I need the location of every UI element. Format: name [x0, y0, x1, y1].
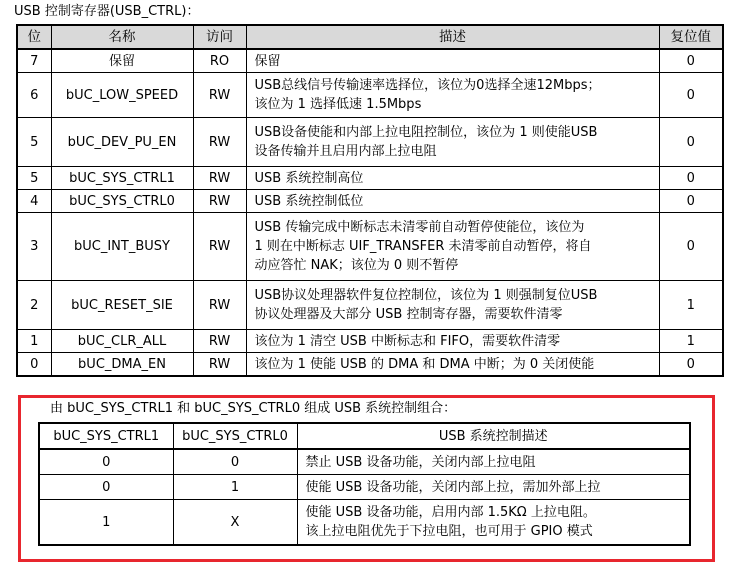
access-cell: RW: [193, 118, 246, 167]
name-cell: bUC_DEV_PU_EN: [51, 118, 193, 167]
bit-cell: 5: [17, 167, 51, 190]
description-line: USB 传输完成中断标志未清零前自动暂停使能位，该位为: [254, 220, 585, 235]
table-row: [17, 281, 723, 330]
description-line: 该上拉电阻优先于下拉电阻，也可用于 GPIO 模式: [305, 524, 593, 539]
bit-cell: 4: [17, 190, 51, 213]
bit-cell: 0: [17, 353, 51, 377]
ctrl0-cell: 0: [173, 449, 297, 475]
header-control-description: USB 系统控制描述: [297, 423, 690, 449]
table-row: [17, 330, 723, 353]
ctrl0-cell: 1: [173, 475, 297, 500]
bit-cell: 7: [17, 49, 51, 73]
bit-cell: 5: [17, 118, 51, 167]
description-line: USB 系统控制高位: [254, 170, 364, 186]
table-row: [17, 353, 723, 377]
description-line: 保留: [254, 53, 281, 69]
name-cell: bUC_LOW_SPEED: [51, 73, 193, 118]
table-row: [17, 118, 723, 167]
bit-cell: 1: [17, 330, 51, 353]
name-cell: bUC_SYS_CTRL0: [51, 190, 193, 213]
reset-cell: 0: [659, 353, 723, 377]
description-line: 动应答忙 NAK；该位为 0 则不暂停: [254, 258, 459, 273]
description-cell: [246, 330, 659, 353]
access-cell: RW: [193, 353, 246, 377]
ctrl1-cell: 0: [39, 475, 173, 500]
description-line: USB协议处理器软件复位控制位，该位为 1 则强制复位USB: [254, 288, 598, 303]
table-row: [17, 73, 723, 118]
header-name: 名称: [51, 25, 193, 49]
description-line: 使能 USB 设备功能，关闭内部上拉，需加外部上拉: [305, 479, 601, 495]
name-cell: 保留: [51, 49, 193, 73]
header-description: 描述: [246, 25, 659, 49]
table-row: [39, 449, 690, 475]
description-cell: [246, 190, 659, 213]
description-line: 该位为 1 选择低速 1.5Mbps: [254, 97, 422, 112]
access-cell: RW: [193, 167, 246, 190]
name-cell: bUC_RESET_SIE: [51, 281, 193, 330]
bit-cell: 6: [17, 73, 51, 118]
description-line: 1 则在中断标志 UIF_TRANSFER 未清零前自动暂停，将自: [254, 239, 592, 254]
description-line: 该位为 1 使能 USB 的 DMA 和 DMA 中断；为 0 关闭使能: [254, 356, 595, 372]
header-reset-value: 复位值: [659, 25, 723, 49]
access-cell: RO: [193, 49, 246, 73]
reset-cell: 0: [659, 73, 723, 118]
access-cell: RW: [193, 73, 246, 118]
access-cell: RW: [193, 190, 246, 213]
description-cell: [297, 475, 690, 500]
bit-cell: 3: [17, 213, 51, 281]
description-cell: [246, 213, 659, 281]
register-table: [16, 24, 724, 377]
reset-cell: 0: [659, 118, 723, 167]
bit-cell: 2: [17, 281, 51, 330]
description-cell: [297, 500, 690, 546]
description-line: USB 系统控制低位: [254, 193, 364, 209]
description-cell: [297, 449, 690, 475]
description-cell: [246, 49, 659, 73]
reset-cell: 1: [659, 330, 723, 353]
register-table-header: [17, 25, 723, 49]
table-row: [17, 213, 723, 281]
reset-cell: 0: [659, 190, 723, 213]
ctrl0-cell: X: [173, 500, 297, 546]
description-line: 协议处理器及大部分 USB 控制寄存器，需要软件清零: [254, 307, 563, 322]
reset-cell: 0: [659, 213, 723, 281]
description-line: 设备传输并且启用内部上拉电阻: [254, 144, 437, 159]
register-caption: USB 控制寄存器(USB_CTRL)：: [14, 4, 200, 19]
description-line: 使能 USB 设备功能，启用内部 1.5KΩ 上拉电阻。: [305, 505, 596, 520]
header-sys-ctrl0: bUC_SYS_CTRL0: [173, 423, 297, 449]
access-cell: RW: [193, 281, 246, 330]
description-line: 该位为 1 清空 USB 中断标志和 FIFO，需要软件清零: [254, 333, 561, 349]
name-cell: bUC_INT_BUSY: [51, 213, 193, 281]
header-sys-ctrl1: bUC_SYS_CTRL1: [39, 423, 173, 449]
combo-table-header: [39, 423, 690, 449]
description-line: USB设备使能和内部上拉电阻控制位，该位为 1 则使能USB: [254, 125, 598, 140]
name-cell: bUC_DMA_EN: [51, 353, 193, 377]
description-cell: [246, 73, 659, 118]
table-row: [17, 167, 723, 190]
reset-cell: 0: [659, 49, 723, 73]
access-cell: RW: [193, 330, 246, 353]
description-cell: [246, 167, 659, 190]
combo-caption: 由 bUC_SYS_CTRL1 和 bUC_SYS_CTRL0 组成 USB 系统控制组合：: [50, 401, 457, 416]
access-cell: RW: [193, 213, 246, 281]
table-row: [17, 190, 723, 213]
description-cell: [246, 281, 659, 330]
combo-table: [38, 422, 691, 546]
table-row: [39, 475, 690, 500]
name-cell: bUC_CLR_ALL: [51, 330, 193, 353]
description-cell: [246, 118, 659, 167]
table-row: [17, 49, 723, 73]
header-bit: 位: [17, 25, 51, 49]
header-access: 访问: [193, 25, 246, 49]
ctrl1-cell: 1: [39, 500, 173, 546]
reset-cell: 0: [659, 167, 723, 190]
name-cell: bUC_SYS_CTRL1: [51, 167, 193, 190]
table-row: [39, 500, 690, 546]
description-line: 禁止 USB 设备功能，关闭内部上拉电阻: [305, 454, 536, 470]
ctrl1-cell: 0: [39, 449, 173, 475]
reset-cell: 1: [659, 281, 723, 330]
description-line: USB总线信号传输速率选择位，该位为0选择全速12Mbps；: [254, 78, 601, 93]
description-cell: [246, 353, 659, 377]
